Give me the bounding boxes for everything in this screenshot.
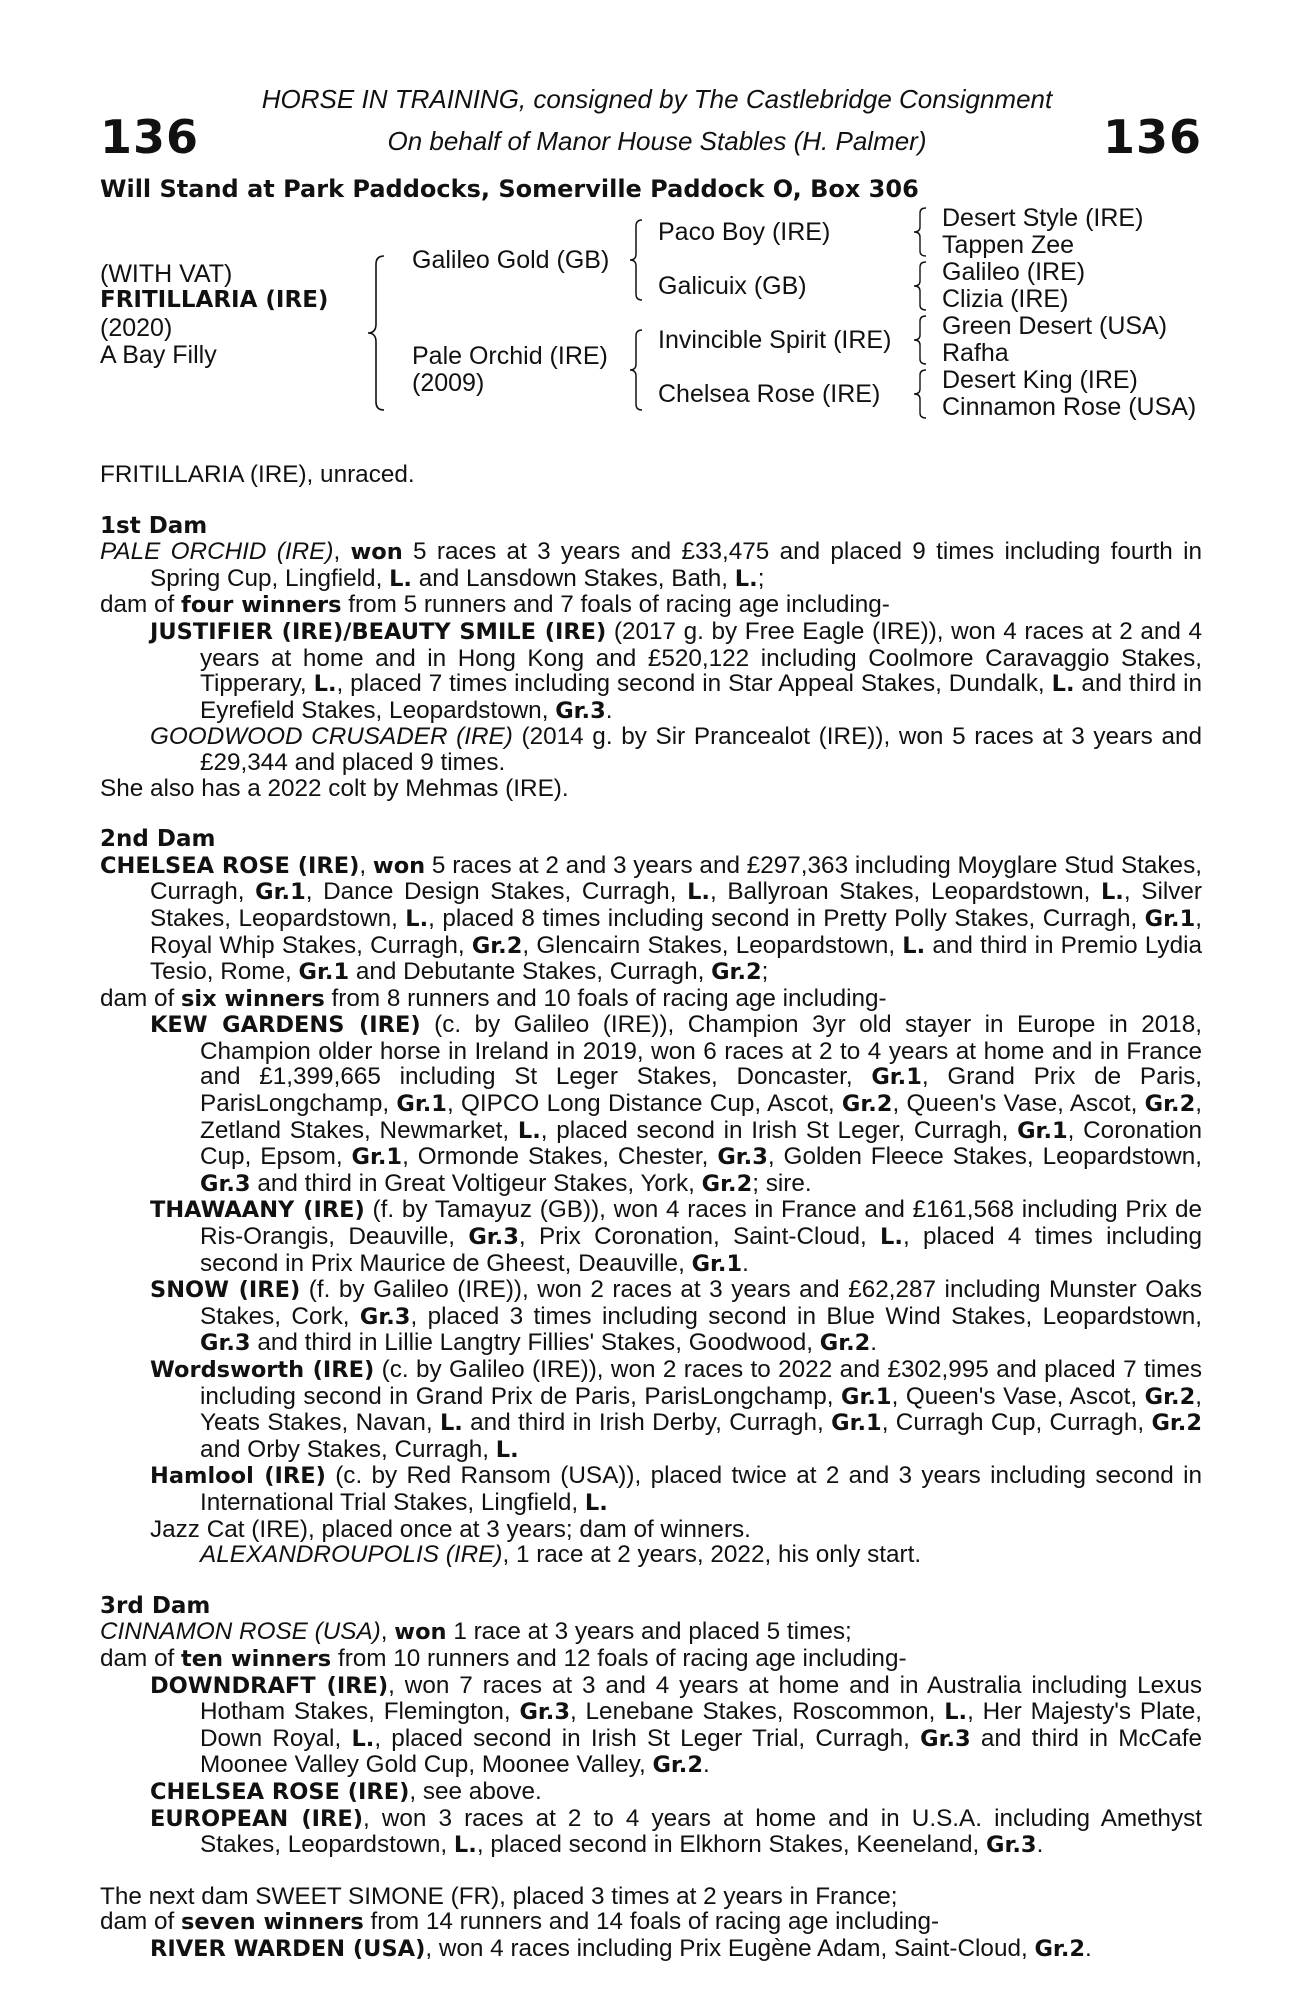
dam-dam-name: Chelsea Rose (IRE) [658,380,881,408]
pedigree-brace-dam [628,328,644,412]
produce-record [100,462,1202,1962]
third-dam-record: CINNAMON ROSE (USA), won 1 race at 3 years and placed 5 times; [100,1618,852,1646]
vat-note: (WITH VAT) [100,260,233,288]
ancestor-1: Desert Style (IRE) [942,204,1144,232]
dam-name: Pale Orchid (IRE) [412,342,608,370]
ancestor-6: Rafha [942,339,1009,367]
pedigree-brace-g3 [912,314,928,366]
pedigree-brace-sire [628,218,644,302]
dam-year: (2009) [412,369,485,397]
pedigree-brace-g4 [912,368,928,420]
ancestor-2: Tappen Zee [942,231,1075,259]
third-dam-heading: 3rd Dam [100,1592,211,1619]
stand-location: Will Stand at Park Paddocks, Somerville Paddock O, Box 306 [100,175,919,203]
first-dam-heading: 1st Dam [100,512,208,539]
produce-hamlool: Hamlool (IRE) (c. by Red Ransom (USA)), placed twice at 2 and 3 years including second in International Trial Stakes, Lingfield, L. [150,1462,1203,1516]
dam-sire-name: Invincible Spirit (IRE) [658,326,892,354]
ancestor-5: Green Desert (USA) [942,312,1168,340]
sire-name: Galileo Gold (GB) [412,246,610,274]
produce-kew-gardens: KEW GARDENS (IRE) (c. by Galileo (IRE)), Champion 3yr old stayer in Europe in 2018, Champion older horse in Ireland in 2019, won 6 races at 2 to 4 years at home and in France and £1,399,665 including St Leger Stakes, Doncaster, Gr.1, Grand Prix de Paris, ParisLongchamp, Gr.1, QIPCO Long Distance Cup, Ascot, Gr.2, Queen's Vase, Ascot, Gr.2, Zetland Stakes, Newmarket, L., placed second in Irish St Leger, Curragh, Gr.1, Coronation Cup, Epsom, Gr.1, Ormonde Stakes, Chester, Gr.3, Golden Fleece Stakes, Leopardstown, Gr.3 and third in Great Voltigeur Stakes, York, Gr.2; sire. [150,1011,1203,1197]
third-dam-produce-summary: dam of ten winners from 10 runners and 12 foals of racing age including- [100,1644,907,1672]
first-dam-record: PALE ORCHID (IRE), won 5 races at 3 years and £33,475 and placed 9 times including fourth in Spring Cup, Lingfield, L. and Lansdown Stakes, Bath, L.; [100,538,1202,592]
pedigree-brace-g1 [912,206,928,258]
second-dam-record: CHELSEA ROSE (IRE), won 5 races at 2 and 3 years and £297,363 including Moyglare Stud Stakes, Curragh, Gr.1, Dance Design Stakes, Curragh, L., Ballyroan Stakes, Leopardstown, L., Silver Stakes, Leopardstown, L., placed 8 times including second in Pretty Polly Stakes, Curragh, Gr.1, Royal Whip Stakes, Curragh, Gr.2, Glencairn Stakes, Leopardstown, L. and third in Premio Lydia Tesio, Rome, Gr.1 and Debutante Stakes, Curragh, Gr.2; [100,851,1203,986]
ancestor-7: Desert King (IRE) [942,366,1138,394]
consignor-line: HORSE IN TRAINING, consigned by The Castlebridge Consignment [261,84,1053,114]
lot-number-right: 136 [1102,110,1202,164]
produce-snow: SNOW (IRE) (f. by Galileo (IRE)), won 2 races at 3 years and £62,287 including Munster Oaks Stakes, Cork, Gr.3, placed 3 times including second in Blue Wind Stakes, Leopardstown, Gr.3 and third in Lillie Langtry Fillies' Stakes, Goodwood, Gr.2. [150,1276,1202,1357]
horse-description: A Bay Filly [100,341,217,369]
second-dam-produce-summary: dam of six winners from 8 runners and 10 foals of racing age including- [100,984,887,1012]
produce-downdraft: DOWNDRAFT (IRE), won 7 races at 3 and 4 years at home and in Australia including Lexus Hotham Stakes, Flemington, Gr.3, Lenebane Stakes, Roscommon, L., Her Majesty's Plate, Down Royal, L., placed second in Irish St Leger Trial, Curragh, Gr.3 and third in McCafe Moonee Valley Gold Cup, Moonee Valley, Gr.2. [150,1671,1202,1779]
horse-name: FRITILLARIA (IRE) [100,287,329,313]
first-dam-produce-summary: dam of four winners from 5 runners and 7 foals of racing age including- [100,591,890,619]
produce-alexandroupolis: ALEXANDROUPOLIS (IRE), 1 race at 2 years, 2022, his only start. [200,1541,922,1569]
produce-european: EUROPEAN (IRE), won 3 races at 2 to 4 years at home and in U.S.A. including Amethyst Stakes, Leopardstown, L., placed second in Elkhorn Stakes, Keeneland, Gr.3. [150,1804,1202,1859]
produce-jazz-cat: Jazz Cat (IRE), placed once at 3 years; dam of winners. [150,1515,751,1543]
produce-thawaany: THAWAANY (IRE) (f. by Tamayuz (GB)), won 4 races in France and £161,568 including Prix de Ris-Orangis, Deauville, Gr.3, Prix Coronation, Saint-Cloud, L., placed 4 times including second in Prix Maurice de Gheest, Deauville, Gr.1. [150,1196,1202,1277]
ancestor-8: Cinnamon Rose (USA) [942,393,1197,421]
next-dam-record: The next dam SWEET SIMONE (FR), placed 3 times at 2 years in France; [100,1882,898,1910]
behalf-line: On behalf of Manor House Stables (H. Palmer) [387,126,927,156]
ancestor-4: Clizia (IRE) [942,285,1069,313]
pedigree-brace-g2 [912,260,928,312]
lot-number-left: 136 [100,110,200,164]
produce-goodwood-crusader: GOODWOOD CRUSADER (IRE) (2014 g. by Sir Prancealot (IRE)), won 5 races at 3 years and £29,344 and placed 9 times. [150,723,1202,776]
second-dam-heading: 2nd Dam [100,826,216,853]
sire-dam-name: Galicuix (GB) [658,272,807,300]
produce-justifier: JUSTIFIER (IRE)/BEAUTY SMILE (IRE) (2017 g. by Free Eagle (IRE)), won 4 races at 2 and 4 years at home and in Hong Kong and £520,122 including Coolmore Caravaggio Stakes, Tipperary, L., placed 7 times including second in Star Appeal Stakes, Dundalk, L. and third in Eyrefield Stakes, Leopardstown, Gr.3. [150,617,1203,724]
unraced-line: FRITILLARIA (IRE), unraced. [100,461,415,488]
pedigree-brace-main [366,254,386,412]
produce-wordsworth: Wordsworth (IRE) (c. by Galileo (IRE)), won 2 races to 2022 and £302,995 and placed 7 times including second in Grand Prix de Paris, ParisLongchamp, Gr.1, Queen's Vase, Ascot, Gr.2, Yeats Stakes, Navan, L. and third in Irish Derby, Curragh, Gr.1, Curragh Cup, Curragh, Gr.2 and Orby Stakes, Curragh, L. [150,1356,1202,1463]
produce-river-warden: RIVER WARDEN (USA), won 4 races including Prix Eugène Adam, Saint-Cloud, Gr.2. [150,1934,1092,1962]
next-dam-produce-summary: dam of seven winners from 14 runners and 14 foals of racing age including- [100,1908,940,1936]
ancestor-3: Galileo (IRE) [942,258,1086,286]
sire-sire-name: Paco Boy (IRE) [658,218,831,246]
first-dam-colt: She also has a 2022 colt by Mehmas (IRE). [100,774,569,802]
horse-year: (2020) [100,314,173,342]
produce-chelsea-rose: CHELSEA ROSE (IRE), see above. [150,1777,542,1805]
